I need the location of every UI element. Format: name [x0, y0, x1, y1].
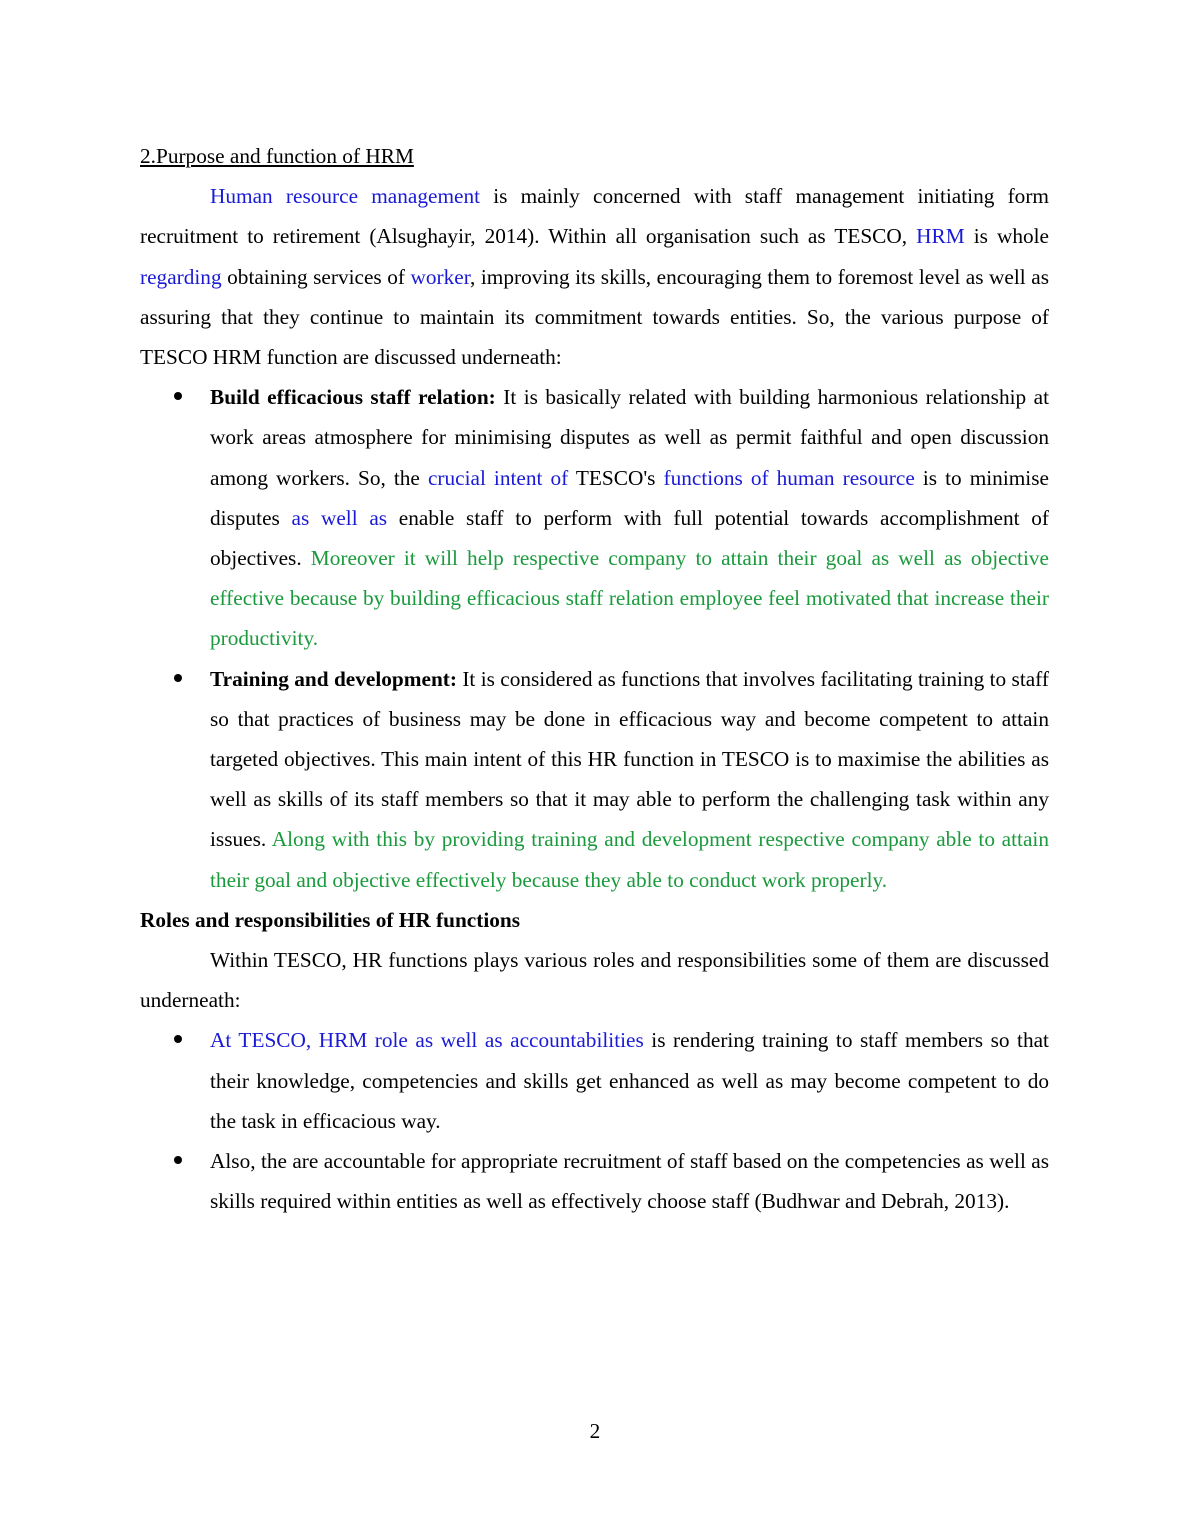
- bullet-icon: [174, 1035, 182, 1043]
- highlight-text: HRM: [916, 224, 965, 249]
- body-text: TESCO's: [568, 465, 664, 490]
- body-text: Also, the are accountable for appropriate recruitment of staff based on the competencies as well as skills required within entities as well as effectively choose staff (Budhwar and Debrah, 2013).: [210, 1149, 1049, 1214]
- section-heading-roles: Roles and responsibilities of HR functions: [140, 907, 521, 932]
- highlight-text: regarding: [140, 264, 222, 289]
- bullet-staff-relation: [210, 377, 1049, 658]
- highlight-text: Human resource management: [210, 184, 481, 209]
- body-text: obtaining services of: [221, 264, 411, 289]
- purpose-bullet-list: [140, 377, 1049, 900]
- page-number: 2: [589, 1419, 601, 1443]
- body-text: is whole: [964, 224, 1050, 249]
- highlight-text: as well as: [291, 505, 388, 530]
- bullet-icon: [174, 1156, 182, 1164]
- highlight-text: functions of human resource: [663, 465, 915, 490]
- body-text: is to minimise disputes: [210, 465, 1049, 530]
- body-text: enable staff to perform with full potential towards accomplishment of objectives.: [210, 505, 1049, 571]
- highlight-text: At TESCO, HRM role as well as accountabilities: [210, 1028, 644, 1053]
- highlight-text: crucial intent of: [427, 465, 569, 490]
- roles-intro-paragraph: Within TESCO, HR functions plays various roles and responsibilities some of them are discussed underneath:: [140, 948, 1049, 1013]
- bullet-recruitment-role: [210, 1141, 1049, 1221]
- highlight-text: worker: [410, 264, 470, 289]
- body-text: It is basically related with building harmonious relationship at work areas atmosphere for minimising disputes as well as permit faithful and open discussion among workers. So, the: [210, 385, 1049, 490]
- page-content: [140, 136, 1049, 1221]
- roles-bullet-list: [140, 1020, 1049, 1221]
- section-heading-purpose: 2.Purpose and function of HRM: [140, 144, 414, 168]
- bullet-icon: [174, 392, 182, 400]
- bullet-title: Training and development:: [210, 666, 457, 691]
- body-text: is mainly concerned with staff management initiating form recruitment to retirement (Alsughayir, 2014). Within all organisation such as TESCO,: [140, 184, 1049, 249]
- body-text: is rendering training to staff members so that their knowledge, competencies and skills get enhanced as well as may become competent to do the task in efficacious way.: [210, 1028, 1049, 1133]
- body-text: It is considered as functions that involves facilitating training to staff so that practices of business may be done in efficacious way and become competent to attain targeted objectives. This main intent of this HR function in TESCO is to maximise the abilities as well as skills of its staff members so that it may able to perform the challenging task within any issues.: [210, 666, 1049, 852]
- body-text: , improving its skills, encouraging them to foremost level as well as assuring that they continue to maintain its commitment towards entities. So, the various purpose of TESCO HRM function are discussed underneath:: [140, 264, 1049, 370]
- bullet-title: Build efficacious staff relation:: [210, 385, 496, 410]
- bullet-icon: [174, 674, 182, 682]
- bullet-training-role: [210, 1020, 1049, 1141]
- intro-paragraph: [140, 176, 1049, 377]
- added-text: Moreover it will help respective company to attain their goal as well as objective effective because by building efficacious staff relation employee feel motivated that increase their productivity.: [210, 546, 1049, 651]
- bullet-training-development: [210, 659, 1049, 900]
- added-text: Along with this by providing training and development respective company able to attain their goal and objective effectively because they able to conduct work properly.: [210, 827, 1049, 892]
